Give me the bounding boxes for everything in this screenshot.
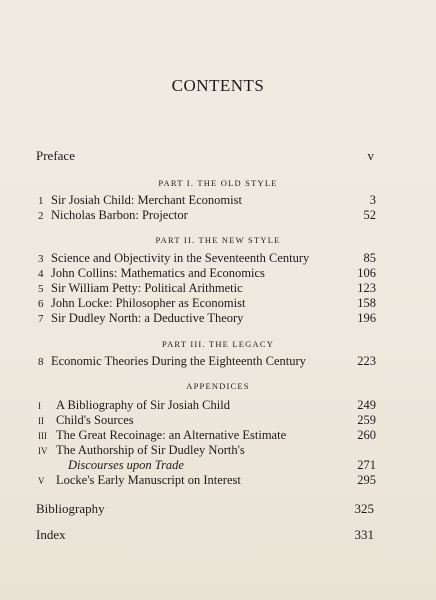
toc-entry: [38, 208, 376, 224]
section-heading-part-2: PART II. THE NEW STYLE: [155, 235, 281, 245]
toc-entry-title: The Great Recoinage: an Alternative Estimate: [56, 428, 287, 442]
toc-entry-page: v: [367, 148, 374, 163]
toc-entry-number: II: [38, 416, 44, 426]
toc-entry: [38, 311, 376, 327]
toc-entry-number: 6: [38, 298, 44, 310]
toc-entry-page: 196: [357, 311, 376, 325]
toc-entry-page: 106: [357, 266, 376, 280]
toc-entry: [38, 473, 376, 489]
toc-entry-page: 325: [354, 501, 374, 516]
toc-entry-title: Sir Josiah Child: Merchant Economist: [51, 193, 242, 207]
section-heading-part-3: PART III. THE LEGACY: [161, 339, 275, 349]
toc-entry-number: III: [38, 431, 47, 441]
toc-entry-page: 52: [363, 208, 376, 222]
section-heading-appendices: APPENDICES: [186, 381, 250, 391]
toc-entry-title: Preface: [36, 148, 75, 163]
toc-entry-page: 158: [357, 296, 376, 310]
toc-entry: [38, 251, 376, 267]
toc-entry-title: Nicholas Barbon: Projector: [51, 208, 188, 222]
toc-entry-title: Child's Sources: [56, 413, 134, 427]
toc-entry: [38, 296, 376, 312]
toc-entry-title: Bibliography: [36, 501, 105, 516]
toc-entry-page: 223: [357, 354, 376, 368]
toc-entry-title: Economic Theories During the Eighteenth Century: [51, 354, 306, 368]
section-heading-part-1: PART I. THE OLD STYLE: [158, 178, 278, 188]
toc-entry-number: IV: [38, 446, 48, 456]
toc-entry-number: I: [38, 401, 41, 411]
toc-entry: [38, 413, 376, 429]
toc-entry-number: 2: [38, 210, 44, 222]
toc-entry-page: 260: [357, 428, 376, 442]
toc-entry: [38, 281, 376, 297]
toc-entry-page: 271: [357, 458, 376, 472]
toc-entry-title: Sir Dudley North: a Deductive Theory: [51, 311, 244, 325]
page-title: CONTENTS: [171, 76, 265, 95]
toc-entry-title: Sir William Petty: Political Arithmetic: [51, 281, 243, 295]
toc-entry-title: Science and Objectivity in the Seventeenth Century: [51, 251, 310, 265]
toc-entry-number: 4: [38, 268, 44, 280]
toc-entry-bibliography: [36, 501, 374, 516]
toc-entry: [38, 398, 376, 414]
toc-entry-page: 259: [357, 413, 376, 427]
toc-entry: [38, 443, 376, 459]
toc-entry-page: 249: [357, 398, 376, 412]
toc-entry-page: 123: [357, 281, 376, 295]
toc-entry-title: John Locke: Philosopher as Economist: [51, 296, 246, 310]
toc-entry-continuation: [38, 458, 376, 473]
toc-entry-number: 8: [38, 356, 44, 368]
toc-entry-number: 7: [38, 313, 44, 325]
toc-entry-number: V: [38, 476, 45, 486]
toc-entry-title: A Bibliography of Sir Josiah Child: [56, 398, 230, 412]
toc-entry-title: Locke's Early Manuscript on Interest: [56, 473, 241, 487]
toc-entry-page: 295: [357, 473, 376, 487]
toc-entry-title: The Authorship of Sir Dudley North's: [56, 443, 245, 457]
toc-entry-title: Index: [36, 527, 66, 542]
toc-entry-number: 3: [38, 253, 44, 265]
toc-entry: [38, 354, 376, 370]
toc-entry-page: 331: [354, 527, 374, 542]
toc-entry-page: 85: [363, 251, 376, 265]
toc-entry: [38, 428, 376, 444]
toc-entry-title: John Collins: Mathematics and Economics: [51, 266, 265, 280]
toc-entry-index: [36, 527, 374, 542]
toc-entry-page: 3: [369, 193, 376, 207]
toc-entry-number: 1: [38, 195, 44, 207]
toc-entry: [38, 193, 376, 209]
toc-entry-number: 5: [38, 283, 44, 295]
toc-entry-subtitle: Discourses upon Trade: [68, 458, 184, 472]
toc-entry: [38, 266, 376, 282]
toc-entry-preface: [36, 148, 374, 163]
